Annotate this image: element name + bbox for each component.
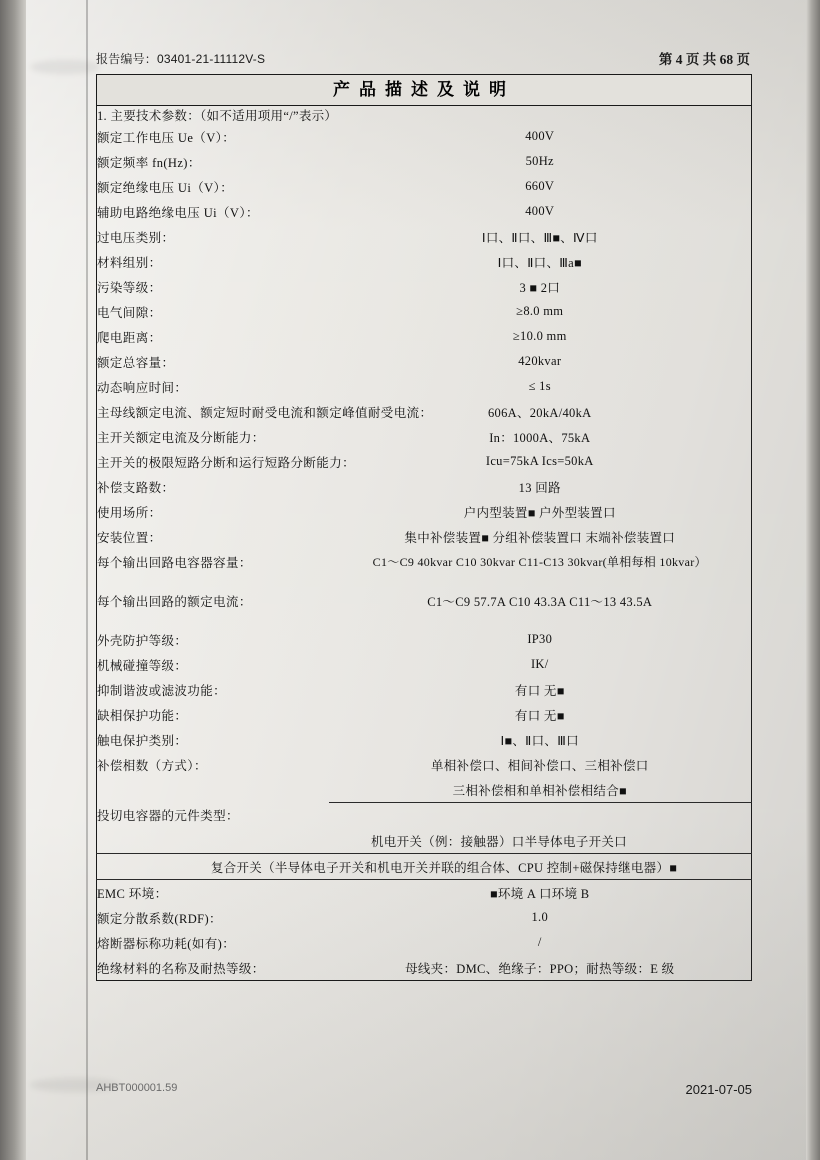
table-row <box>97 854 752 880</box>
row-label: 抑制谐波或滤波功能： <box>97 683 227 698</box>
row-value: Ⅰ口、Ⅱ口、Ⅲa■ <box>497 255 582 270</box>
table-row <box>97 449 752 474</box>
row-value: ≥8.0 mm <box>516 304 564 318</box>
row-label: 主开关额定电流及分断能力： <box>97 430 265 445</box>
table-row <box>97 424 752 449</box>
row-label: 缺相保护功能： <box>97 708 188 723</box>
row-label: 额定分散系数(RDF)： <box>97 911 222 926</box>
table-row <box>97 702 752 727</box>
table-row <box>97 249 752 274</box>
row-label: 辅助电路绝缘电压 Ui（V）： <box>97 205 259 220</box>
row-spacer <box>97 613 752 627</box>
table-row <box>97 124 752 149</box>
row-value: 400V <box>525 129 555 143</box>
row-value: 有口 无■ <box>514 683 565 698</box>
row-label: 绝缘材料的名称及耐热等级： <box>97 961 265 976</box>
row-label: 使用场所： <box>97 505 162 520</box>
page-header <box>96 48 752 74</box>
table-row <box>97 777 752 803</box>
table-row <box>97 524 752 549</box>
table-row <box>97 955 752 981</box>
table-row <box>97 549 752 574</box>
row-value: / <box>537 935 542 949</box>
row-value: 400V <box>525 204 555 218</box>
page-title: 产品描述及说明 <box>96 74 752 106</box>
table-row <box>97 224 752 249</box>
row-label: 补偿支路数： <box>97 480 175 495</box>
row-value: 660V <box>525 179 555 193</box>
row-value: Ⅰ口、Ⅱ口、Ⅲ■、Ⅳ口 <box>481 230 598 245</box>
table-row <box>97 274 752 299</box>
row-value: 13 回路 <box>518 480 561 495</box>
parameters-table <box>96 106 752 981</box>
row-label: 污染等级： <box>97 280 162 295</box>
table-row <box>97 399 752 424</box>
row-value: 单相补偿口、相间补偿口、三相补偿口 <box>430 758 649 773</box>
section-title: 1. 主要技术参数：（如不适用项用“/”表示） <box>97 109 338 123</box>
page-number: 第 4 页 共 68 页 <box>658 52 750 67</box>
row-label: 外壳防护等级： <box>97 633 188 648</box>
row-value: 50Hz <box>525 154 554 168</box>
table-row <box>97 627 752 652</box>
row-label: 补偿相数（方式）： <box>97 758 207 773</box>
row-label: 主母线额定电流、额定短时耐受电流和额定峰值耐受电流： <box>97 405 433 420</box>
scan-smudge <box>30 60 100 74</box>
row-value: 集中补偿装置■ 分组补偿装置口 末端补偿装置口 <box>404 530 676 545</box>
table-row <box>97 905 752 930</box>
row-label: 材料组别： <box>97 255 162 270</box>
row-spacer <box>97 574 752 588</box>
page-footer <box>96 1082 752 1102</box>
table-row <box>97 930 752 955</box>
row-value: IK/ <box>530 657 549 671</box>
row-value <box>329 803 752 829</box>
row-value: 1.0 <box>531 910 549 924</box>
row-label: EMC 环境： <box>97 886 168 901</box>
row-value: 户内型装置■ 户外型装置口 <box>463 505 616 520</box>
row-value: C1～C9 40kvar C10 30kvar C11-C13 30kvar(单相每相 10kvar） <box>372 555 707 569</box>
row-label: 爬电距离： <box>97 330 162 345</box>
row-value: ≥10.0 mm <box>512 329 567 343</box>
section-title-row <box>97 106 752 124</box>
row-value: Icu=75kA Ics=50kA <box>485 454 594 468</box>
row-value: IP30 <box>527 632 553 646</box>
row-value: ≤ 1s <box>528 379 551 393</box>
row-value: 有口 无■ <box>514 708 565 723</box>
row-label: 熔断器标称功耗(如有)： <box>97 936 236 951</box>
row-value: Ⅰ■、Ⅱ口、Ⅲ口 <box>500 733 579 748</box>
table-row <box>97 727 752 752</box>
table-row <box>97 752 752 777</box>
row-label: 动态响应时间： <box>97 380 188 395</box>
table-row <box>97 588 752 613</box>
scan-left-margin <box>0 0 26 1160</box>
row-value: 母线夹：DMC、绝缘子：PPO；耐热等级：E 级 <box>405 961 675 976</box>
footer-document-code: AHBT000001.59 <box>96 1082 178 1094</box>
row-label: 每个输出回路电容器容量： <box>97 555 252 570</box>
row-label: 额定频率 fn(Hz)： <box>97 155 201 170</box>
row-label: 额定总容量： <box>97 355 175 370</box>
row-value: 复合开关（半导体电子开关和机电开关并联的组合体、CPU 控制+磁保持继电器）■ <box>97 854 752 880</box>
footer-date: 2021-07-05 <box>685 1082 752 1097</box>
table-row <box>97 174 752 199</box>
table-row <box>97 677 752 702</box>
row-label: 额定工作电压 Ue（V）： <box>97 130 236 145</box>
row-value: 3 ■ 2口 <box>519 280 561 295</box>
row-label: 机械碰撞等级： <box>97 658 188 673</box>
table-row <box>97 299 752 324</box>
row-value: ■环境 A 口环境 B <box>490 886 590 901</box>
table-row <box>97 652 752 677</box>
row-label: 主开关的极限短路分断和运行短路分断能力： <box>97 455 356 470</box>
row-label: 额定绝缘电压 Ui（V）： <box>97 180 234 195</box>
row-label: 触电保护类别： <box>97 733 188 748</box>
table-row <box>97 803 752 829</box>
document-content <box>96 48 752 981</box>
row-value: In：1000A、75kA <box>489 430 591 445</box>
row-value: 606A、20kA/40kA <box>487 405 592 420</box>
row-value: C1～C9 57.7A C10 43.3A C11～13 43.5A <box>427 594 653 609</box>
table-row <box>97 374 752 399</box>
row-label: 投切电容器的元件类型： <box>97 809 239 824</box>
table-row <box>97 324 752 349</box>
table-row <box>97 199 752 224</box>
table-row <box>97 828 752 854</box>
row-value: 三相补偿相和单相补偿相结合■ <box>329 777 752 803</box>
row-label: 电气间隙： <box>97 305 162 320</box>
row-value: 机电开关（例：接触器）口半导体电子开关口 <box>97 828 752 854</box>
scan-right-margin <box>806 0 820 1160</box>
row-label: 每个输出回路的额定电流： <box>97 594 252 609</box>
table-row <box>97 499 752 524</box>
report-number: 报告编号：03401-21-11112V-S <box>96 52 266 66</box>
row-label: 过电压类别： <box>97 230 175 245</box>
row-label: 安装位置： <box>97 530 162 545</box>
table-row <box>97 149 752 174</box>
page-fold-line <box>86 0 88 1160</box>
row-value: 420kvar <box>518 354 562 368</box>
table-row <box>97 474 752 499</box>
table-row <box>97 880 752 906</box>
table-row <box>97 349 752 374</box>
